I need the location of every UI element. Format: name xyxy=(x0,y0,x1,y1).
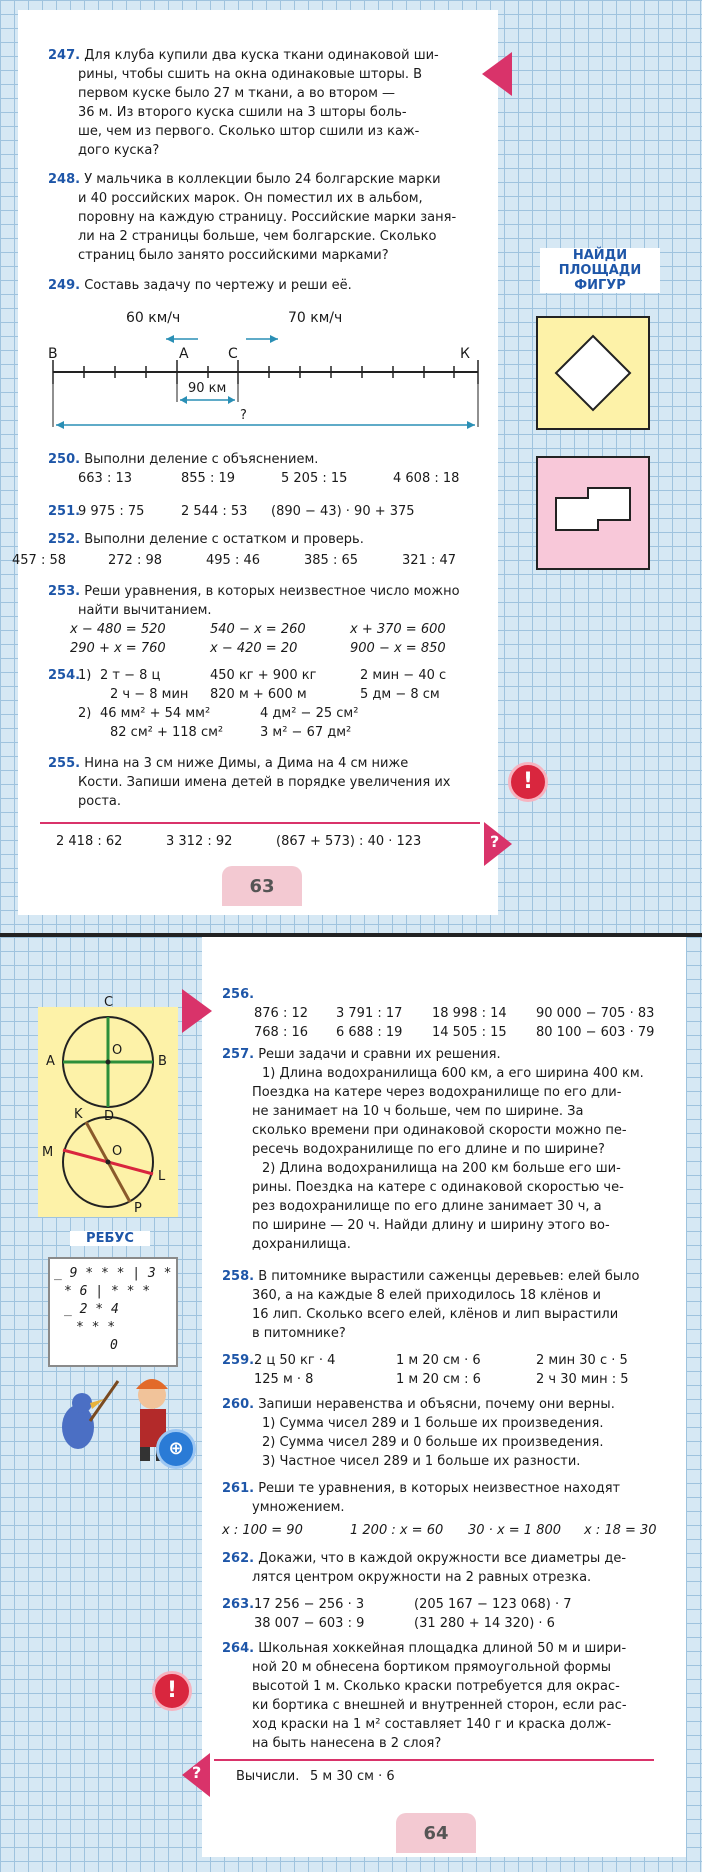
expression: 5 дм − 8 см xyxy=(360,687,440,702)
problem-number: 252. xyxy=(48,532,81,547)
point-a-label: A xyxy=(46,1054,55,1069)
rebus-row: * 6 | * * * xyxy=(64,1284,151,1299)
problem-252-items xyxy=(12,551,492,570)
figure-diamond-box xyxy=(536,316,650,430)
expression: 2 мин − 40 с xyxy=(360,668,447,683)
text-line: умножением. xyxy=(252,1500,345,1515)
text-line: ресечь водохранилище по его длине и по ширине? xyxy=(252,1142,605,1157)
distance-diagram xyxy=(48,302,488,432)
equation: x : 18 = 30 xyxy=(584,1523,657,1538)
rebus-row: _ 2 * 4 xyxy=(64,1302,119,1317)
rebus-row: 0 xyxy=(110,1338,118,1353)
text-line: найти вычитанием. xyxy=(78,603,212,618)
equation: 1 200 : x = 60 xyxy=(350,1523,444,1538)
text-line: ли на 2 страницы больше, чем болгарские. Сколько xyxy=(78,229,437,244)
text-line: на быть нанесена в 2 слоя? xyxy=(252,1736,442,1751)
problem-248 xyxy=(48,170,488,265)
page-number: 63 xyxy=(222,866,302,906)
problem-number: 248. xyxy=(48,172,81,187)
problem-number: 257. xyxy=(222,1047,255,1062)
text-line: дого куска? xyxy=(78,143,160,158)
expression: 17 256 − 256 · 3 xyxy=(254,1597,365,1612)
text-line: ки бортика с внешней и внутренней сторон, если рас- xyxy=(252,1698,627,1713)
equation: 540 − x = 260 xyxy=(210,622,306,637)
title-line: ФИГУР xyxy=(574,278,626,293)
equation: x − 420 = 20 xyxy=(210,641,298,656)
problem-number: 247. xyxy=(48,48,81,63)
divider xyxy=(40,822,480,824)
point-c-label: С xyxy=(228,346,238,362)
text-line: Докажи, что в каждой окружности все диаметры де- xyxy=(258,1551,627,1566)
problem-261-equations xyxy=(222,1521,682,1540)
point-m-label: M xyxy=(42,1145,54,1160)
expression: 1 м 20 см · 6 xyxy=(396,1353,481,1368)
bottom-exercises xyxy=(56,832,486,851)
problem-number: 255. xyxy=(48,756,81,771)
problem-number: 256. xyxy=(222,987,255,1002)
problem-number: 253. xyxy=(48,584,81,599)
expression: 125 м · 8 xyxy=(254,1372,314,1387)
problem-number: 262. xyxy=(222,1551,255,1566)
problem-247 xyxy=(48,46,488,160)
text-line: 360, а на каждые 8 елей приходилось 18 клёнов и xyxy=(252,1288,601,1303)
title-line: НАЙДИ xyxy=(572,248,628,263)
expression: 4 дм² − 25 см² xyxy=(260,706,359,721)
point-k-label: K xyxy=(74,1107,83,1122)
problem-number: 261. xyxy=(222,1481,255,1496)
problem-number: 258. xyxy=(222,1269,255,1284)
expression: 272 : 98 xyxy=(108,553,162,568)
problem-259 xyxy=(222,1351,682,1389)
page-64 xyxy=(0,937,702,1872)
point-a-label: А xyxy=(179,346,189,362)
expression: 2 мин 30 с · 5 xyxy=(536,1353,628,1368)
expression: 80 100 − 603 · 79 xyxy=(536,1025,655,1040)
expression: (31 280 + 14 320) · 6 xyxy=(414,1616,555,1631)
problem-number: 263. xyxy=(222,1597,255,1612)
expression: 1 м 20 см : 6 xyxy=(396,1372,481,1387)
text-line: поровну на каждую страницу. Российские марки заня- xyxy=(78,210,457,225)
problem-257 xyxy=(222,1045,682,1254)
problem-249 xyxy=(48,276,488,295)
problem-number: 251. xyxy=(48,504,81,519)
title-line: ПЛОЩАДИ xyxy=(558,263,642,278)
problem-250 xyxy=(48,450,488,488)
expression: 2 418 : 62 xyxy=(56,834,123,849)
speed-right-label: 70 км/ч xyxy=(288,310,343,326)
exclamation-icon: ! xyxy=(152,1671,192,1711)
text-line: 1) Сумма чисел 289 и 1 больше их произведения. xyxy=(262,1416,604,1431)
problem-number: 254. xyxy=(48,668,81,683)
arrow-marker-icon xyxy=(182,989,212,1033)
problem-255 xyxy=(48,754,488,811)
text-line: Поездка на катере через водохранилище по его дли- xyxy=(252,1085,622,1100)
text-line: сколько времени при одинаковой скорости можно пе- xyxy=(252,1123,627,1138)
expression: 2 ч − 8 мин xyxy=(110,687,189,702)
instruction: Вычисли. xyxy=(236,1769,300,1784)
expression: 5 м 30 см · 6 xyxy=(310,1769,395,1784)
part-label: 2) xyxy=(78,706,92,721)
text-line: 36 м. Из второго куска сшили на 3 шторы боль- xyxy=(78,105,407,120)
text-line: Реши задачи и сравни их решения. xyxy=(258,1047,501,1062)
text-line: Школьная хоккейная площадка длиной 50 м и шири- xyxy=(258,1641,627,1656)
divider xyxy=(214,1759,654,1761)
problem-262 xyxy=(222,1549,682,1587)
expression: 3 312 : 92 xyxy=(166,834,233,849)
expression: 663 : 13 xyxy=(78,471,132,486)
text-line: и 40 российских марок. Он поместил их в альбом, xyxy=(78,191,423,206)
text-line: Кости. Запиши имена детей в порядке увеличения их xyxy=(78,775,451,790)
expression: 4 608 : 18 xyxy=(393,471,460,486)
expression: 5 205 : 15 xyxy=(281,471,348,486)
figure-step-box xyxy=(536,456,650,570)
expression: (890 − 43) · 90 + 375 xyxy=(271,504,415,519)
expression: 876 : 12 xyxy=(254,1006,308,1021)
expression: 2 544 : 53 xyxy=(181,504,248,519)
point-b-label: В xyxy=(48,346,58,362)
expression: 457 : 58 xyxy=(12,553,66,568)
text-line: Выполни деление с объяснением. xyxy=(84,452,319,467)
text-line: Нина на 3 см ниже Димы, а Дима на 4 см ниже xyxy=(84,756,409,771)
problem-263 xyxy=(222,1595,682,1633)
point-k-label: К xyxy=(460,346,470,362)
expression: 14 505 : 15 xyxy=(432,1025,507,1040)
bottom-exercise xyxy=(236,1767,656,1786)
rebus-row: * * * xyxy=(76,1320,116,1335)
rebus-row: _ 9 * * * | 3 * xyxy=(54,1266,172,1281)
text-line: страниц было занято российскими марками? xyxy=(78,248,389,263)
question-mark: ? xyxy=(192,1763,202,1782)
expression: 820 м + 600 м xyxy=(210,687,307,702)
part-label: 1) xyxy=(78,668,92,683)
equation: x − 480 = 520 xyxy=(70,622,166,637)
step-shape-icon xyxy=(538,458,648,568)
problem-number: 260. xyxy=(222,1397,255,1412)
text-line: по ширине — 20 ч. Найди длину и ширину этого во- xyxy=(252,1218,610,1233)
arrow-marker-icon xyxy=(482,52,512,96)
expression: 2 т − 8 ц xyxy=(100,668,161,683)
point-p-label: P xyxy=(134,1201,142,1216)
problem-256 xyxy=(222,985,682,1042)
speed-left-label: 60 км/ч xyxy=(126,310,181,326)
equation: 30 · x = 1 800 xyxy=(468,1523,562,1538)
expression: (867 + 573) : 40 · 123 xyxy=(276,834,422,849)
text-line: ной 20 м обнесена бортиком прямоугольной формы xyxy=(252,1660,612,1675)
problem-261 xyxy=(222,1479,682,1517)
question-mark: ? xyxy=(490,832,500,851)
expression: 82 см² + 118 см² xyxy=(110,725,224,740)
text-line: Запиши неравенства и объясни, почему они верны. xyxy=(258,1397,615,1412)
segment-label: 90 км xyxy=(188,381,227,396)
rebus-title: РЕБУС xyxy=(70,1231,150,1246)
problem-253 xyxy=(48,582,488,658)
text-line: ше, чем из первого. Сколько штор сшили из каж- xyxy=(78,124,420,139)
text-line: роста. xyxy=(78,794,122,809)
unknown-label: ? xyxy=(240,408,247,423)
equation: x + 370 = 600 xyxy=(350,622,446,637)
circles-box xyxy=(38,995,178,1217)
text-line: ход краски на 1 м² составляет 140 г и краска долж- xyxy=(252,1717,612,1732)
text-line: высотой 1 м. Сколько краски потребуется для окрас- xyxy=(252,1679,620,1694)
text-line: Для клуба купили два куска ткани одинаковой ши- xyxy=(84,48,439,63)
equation: 900 − x = 850 xyxy=(350,641,446,656)
text-line: 3) Частное чисел 289 и 1 больше их разности. xyxy=(262,1454,581,1469)
text-line: Составь задачу по чертежу и реши её. xyxy=(84,278,352,293)
globe-icon: ⊕ xyxy=(156,1429,196,1469)
page-63 xyxy=(0,0,702,935)
problem-254 xyxy=(48,666,488,742)
problem-number: 249. xyxy=(48,278,81,293)
exclamation-icon: ! xyxy=(508,762,548,802)
equation: 290 + x = 760 xyxy=(70,641,166,656)
text-line: Реши те уравнения, в которых неизвестное находят xyxy=(258,1481,621,1496)
point-d-label: D xyxy=(104,1109,115,1124)
diagram-svg xyxy=(48,302,488,432)
expression: 38 007 − 603 : 9 xyxy=(254,1616,365,1631)
expression: 2 ч 30 мин : 5 xyxy=(536,1372,629,1387)
problem-260 xyxy=(222,1395,682,1471)
rebus-board xyxy=(48,1257,178,1367)
problem-252 xyxy=(48,530,488,549)
text-line: в питомнике? xyxy=(252,1326,346,1341)
text-line: 1) Длина водохранилища 600 км, а его ширина 400 км. xyxy=(262,1066,644,1081)
problem-264 xyxy=(222,1639,682,1753)
expression: 3 791 : 17 xyxy=(336,1006,403,1021)
diamond-shape-icon xyxy=(538,318,648,428)
expression: 3 м² − 67 дм² xyxy=(260,725,352,740)
point-o-label: O xyxy=(112,1144,123,1159)
point-o-label: O xyxy=(112,1043,123,1058)
problem-251 xyxy=(48,502,488,521)
sidebar-title xyxy=(540,248,660,293)
text-line: первом куске было 27 м ткани, а во втором — xyxy=(78,86,396,101)
expression: 495 : 46 xyxy=(206,553,260,568)
page-number: 64 xyxy=(396,1813,476,1853)
text-line: дохранилища. xyxy=(252,1237,351,1252)
text-line: не занимает на 10 ч больше, чем по ширине. За xyxy=(252,1104,584,1119)
text-line: Выполни деление с остатком и проверь. xyxy=(84,532,364,547)
expression: (205 167 − 123 068) · 7 xyxy=(414,1597,572,1612)
expression: 855 : 19 xyxy=(181,471,235,486)
point-b-label: B xyxy=(158,1054,167,1069)
text-line: 16 лип. Сколько всего елей, клёнов и лип вырастили xyxy=(252,1307,619,1322)
problem-number: 250. xyxy=(48,452,81,467)
expression: 385 : 65 xyxy=(304,553,358,568)
text-line: лятся центром окружности на 2 равных отрезка. xyxy=(252,1570,592,1585)
point-l-label: L xyxy=(158,1169,166,1184)
expression: 450 кг + 900 кг xyxy=(210,668,317,683)
text-line: рины, чтобы сшить на окна одинаковые шторы. В xyxy=(78,67,423,82)
text-line: Реши уравнения, в которых неизвестное число можно xyxy=(84,584,460,599)
expression: 321 : 47 xyxy=(402,553,456,568)
text-line: 2) Длина водохранилища на 200 км больше его ши- xyxy=(262,1161,621,1176)
equation: x : 100 = 90 xyxy=(222,1523,303,1538)
expression: 46 мм² + 54 мм² xyxy=(100,706,211,721)
text-line: В питомнике вырастили саженцы деревьев: елей было xyxy=(258,1269,640,1284)
expression: 2 ц 50 кг · 4 xyxy=(254,1353,336,1368)
text-line: У мальчика в коллекции было 24 болгарские марки xyxy=(84,172,441,187)
problem-258 xyxy=(222,1267,682,1343)
text-line: 2) Сумма чисел 289 и 0 больше их произведения. xyxy=(262,1435,604,1450)
text-line: рины. Поездка на катере с одинаковой скоростью че- xyxy=(252,1180,624,1195)
expression: 90 000 − 705 · 83 xyxy=(536,1006,655,1021)
problem-number: 264. xyxy=(222,1641,255,1656)
expression: 768 : 16 xyxy=(254,1025,308,1040)
expression: 9 975 : 75 xyxy=(78,504,145,519)
problem-number: 259. xyxy=(222,1353,255,1368)
text-line: рез водохранилище по его длине занимает 30 ч, а xyxy=(252,1199,602,1214)
expression: 6 688 : 19 xyxy=(336,1025,403,1040)
point-c-label: C xyxy=(104,995,114,1010)
expression: 18 998 : 14 xyxy=(432,1006,507,1021)
